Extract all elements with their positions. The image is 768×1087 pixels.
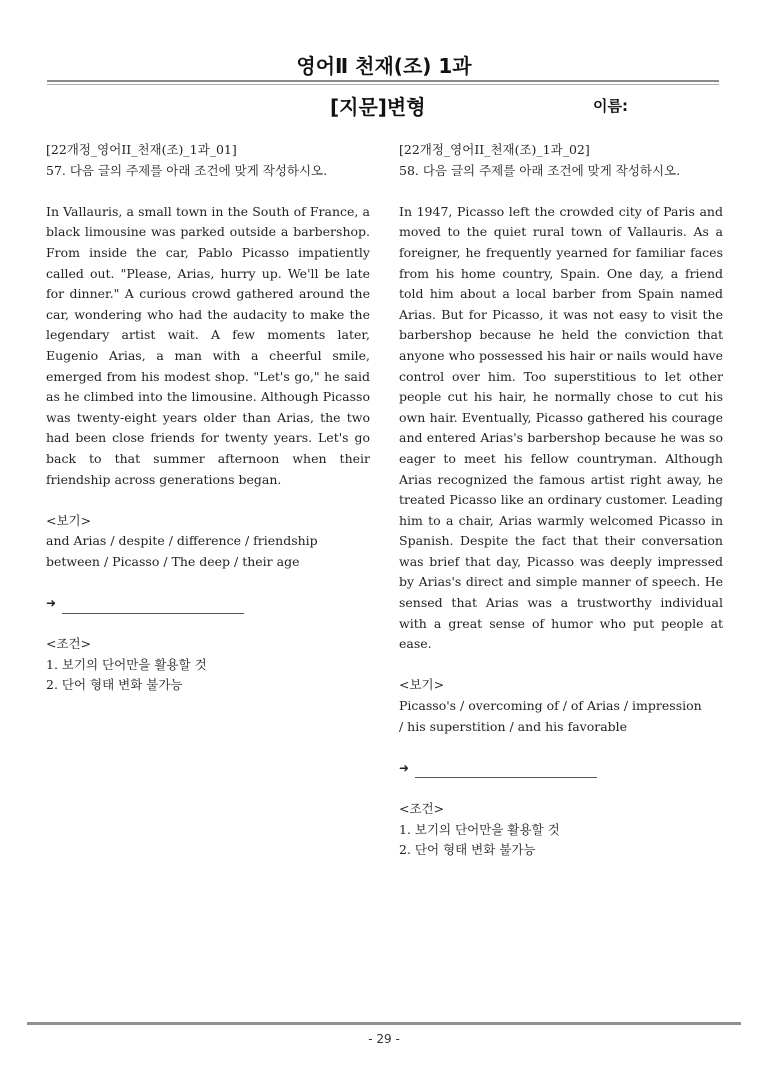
bogi-label: <보기> xyxy=(399,677,445,693)
answer-blank[interactable] xyxy=(415,764,597,778)
arrow-icon: ➜ xyxy=(399,760,410,775)
conditions-label: <조건> xyxy=(399,801,445,816)
question-58 xyxy=(399,140,723,861)
header-divider-thin xyxy=(47,84,719,85)
answer-line xyxy=(46,593,370,614)
bogi-label: <보기> xyxy=(46,512,92,528)
condition-2: 2. 단어 형태 변화 불가능 xyxy=(399,842,536,858)
bogi-words-line2: between / Picasso / The deep / their age xyxy=(46,553,300,569)
condition-1: 1. 보기의 단어만을 활용할 것 xyxy=(399,821,560,837)
page-number: - 29 - xyxy=(368,1032,400,1046)
passage-text: In 1947, Picasso left the crowded city of Paris and moved to the quiet rural town of Vallauris. As a foreigner, he frequently yearned for familiar faces from his home country, Spain. One day, a friend told him about a local barber from Spain named Arias. But for Picasso, it was not easy to visit the barbershop because he held the conviction that anyone who possessed his hair or nails would have control over him. Too superstitious to let other people cut his hair, he normally chose to cut his own hair. Eventually, Picasso gathered his courage and entered Arias's barbershop because he was so eager to meet his fellow countryman. Although Arias recognized the famous artist right away, he treated Picasso like an ordinary customer. Leading him to a chair, Arias warmly welcomed Picasso in Spanish. Despite the fact that their conversation was brief that day, Picasso was deeply impressed by Arias's direct and simple manner of speech. He sensed that Arias was a trustworthy individual with a great sense of humor who put people at ease. xyxy=(399,203,723,652)
footer-divider xyxy=(27,1022,741,1025)
conditions-label: <조건> xyxy=(46,636,92,652)
bogi-words-line1: and Arias / despite / difference / friendship xyxy=(46,533,318,549)
passage-text: In Vallauris, a small town in the South of France, a black limousine was parked outside a barbershop. From inside the car, Pablo Picasso impatiently called out. "Please, Arias, hurry up. We'll be late for dinner." A curious crowd gathered around the car, wondering who had the audacity to make the legendary artist wait. A few moments later, Eugenio Arias, a man with a cheerful smile, emerged from his modest shop. "Let's go," he said as he climbed into the limousine. Although Picasso was twenty-eight years older than Arias, the two had been close friends for twenty years. Let's go back to that summer afternoon when their friendship across generations began. xyxy=(46,203,370,487)
question-code: [22개정_영어II_천재(조)_1과_02] xyxy=(399,142,590,157)
bogi-words-line1: Picasso's / overcoming of / of Arias / impression xyxy=(399,698,702,714)
condition-2: 2. 단어 형태 변화 불가능 xyxy=(46,677,183,693)
page-subtitle: [지문]변형 xyxy=(330,95,426,119)
bogi-words-line2: / his superstition / and his favorable xyxy=(399,718,628,734)
question-57 xyxy=(46,140,370,696)
question-prompt: 57. 다음 글의 주제를 아래 조건에 맞게 작성하시오. xyxy=(46,162,328,178)
arrow-icon: ➜ xyxy=(46,596,57,611)
header-divider xyxy=(47,80,719,82)
answer-blank[interactable] xyxy=(62,600,244,614)
question-prompt: 58. 다음 글의 주제를 아래 조건에 맞게 작성하시오. xyxy=(399,162,681,178)
answer-line xyxy=(399,758,723,779)
name-label: 이름: xyxy=(593,97,628,115)
page-title: 영어Ⅱ 천재(조) 1과 xyxy=(296,54,472,78)
question-code: [22개정_영어II_천재(조)_1과_01] xyxy=(46,142,237,157)
condition-1: 1. 보기의 단어만을 활용할 것 xyxy=(46,656,207,672)
